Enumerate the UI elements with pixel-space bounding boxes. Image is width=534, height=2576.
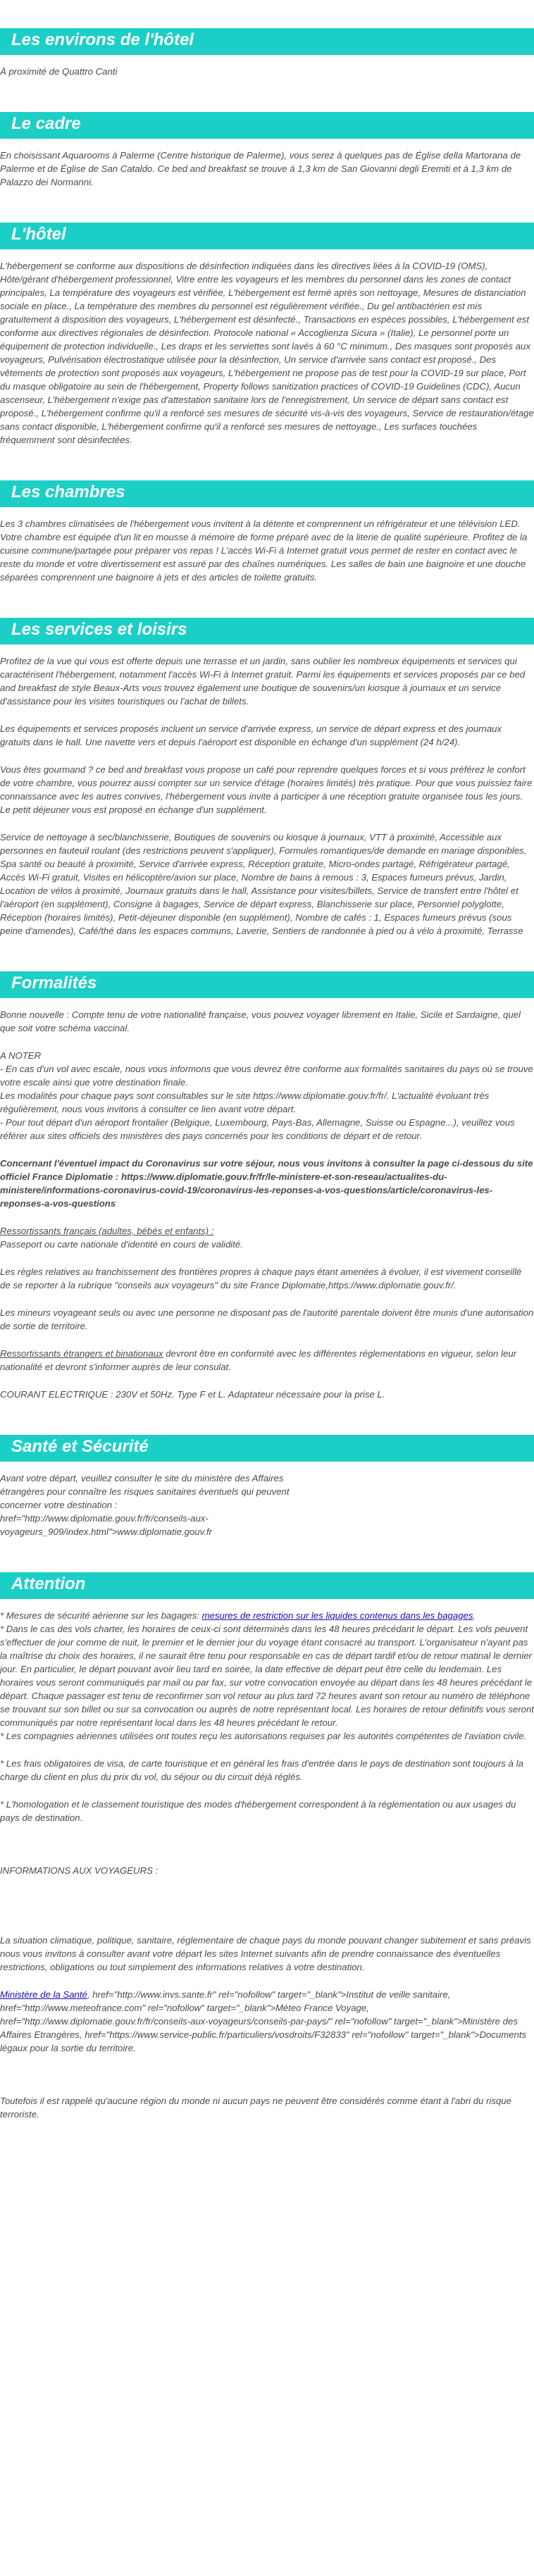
- section-header-formalites: [0, 971, 534, 998]
- liquids-restriction-link[interactable]: mesures de restriction sur les liquides contenus dans les bagages: [201, 1610, 473, 1621]
- services-text-4: Service de nettoyage à sec/blanchisserie, Boutiques de souvenirs ou kiosque à journaux, VTT à proximité, Accessible aux personnes en fauteuil roulant (des restrictions peuvent s'appliquer), Formules romantiques/de demande en mariage disponibles, Spa santé ou beauté à proximité, Service d'arrivée express, Réception gratuite, Micro-ondes partagé, Réfrigérateur partagé, Accès Wi-Fi gratuit, Visites en hélicoptère/avion sur place, Nombre de bains à remous : 3, Espaces fumeurs prévus, Jardin, Location de vélos à proximité, Journaux gratuits dans le hall, Assistance pour visites/billets, Service de transfert entre l'hôtel et l'aéroport (en supplément), Consigne à bagages, Service de départ express, Blanchisserie sur place, Personnel polyglotte, Réception (horaires limités), Petit-déjeuner disponible (en supplément), Nombre de cafés : 1, Espaces fumeurs prévus (sous peine d'amendes), Café/thé dans les espaces communs, Laverie, Sentiers de randonnée à pied ou à vélo à proximité, Terrasse: [0, 832, 527, 936]
- section-formalites: [0, 971, 534, 1401]
- section-header-services: [0, 618, 534, 645]
- section-header-chambres: [0, 480, 534, 507]
- formalites-french-nationals-text: Passeport ou carte nationale d'identité en cours de validité.: [0, 1239, 243, 1250]
- chambres-text: Les 3 chambres climatisées de l'hébergement vous invitent à la détente et comprennent un réfrigérateur et une télévision LED. Votre chambre est équipée d'un lit en mousse à mémoire de forme préparé avec de la literie de qualité supérieure. Profitez de la cuisine commune/partagée pour préparer vos repas ! L'accès Wi-Fi à Internet gratuit vous permet de rester en contact avec le reste du monde et votre divertissement est assuré par des chaînes numériques. Les salles de bain une baignoire et une douche séparées comprennent une baignoire à jets et des articles de toilette gratuits.: [0, 518, 528, 583]
- section-title-chambres: Les chambres: [11, 483, 125, 502]
- attention-airlines: * Les compagnies aériennes utilisées ont toutes reçu les autorisations requises par les autorités compétentes de l'aviation civile.: [0, 1731, 527, 1741]
- formalites-french-nationals: [0, 1224, 534, 1251]
- section-header-environs: [0, 28, 534, 55]
- section-header-attention: [0, 1572, 534, 1599]
- environs-text: À proximité de Quattro Canti: [0, 66, 118, 77]
- formalites-text-8: Les mineurs voyageant seuls ou avec une personne ne disposant pas de l'autorité parentale doivent être munis d'une autorisation de sortie de territoire.: [0, 1307, 534, 1331]
- attention-luggage-pre: * Mesures de sécurité aérienne sur les bagages:: [0, 1610, 202, 1621]
- formalites-text-3: Les modalités pour chaque pays sont consultables sur le site https://www.diplomatie.gouv.fr/fr/. L'actualité évoluant très régulièrement, nous vous invitons à consulter ce lien avant votre départ.: [0, 1090, 490, 1114]
- section-title-formalites: Formalités: [11, 973, 97, 993]
- attention-links: [0, 1988, 534, 2055]
- section-hotel: [0, 223, 534, 447]
- attention-charter: * Dans le cas des vols charter, les horaires de ceux-ci sont déterminés dans les 48 heures précédant le départ. Les vols peuvent s'effectuer de jour comme de nuit, le premier et le dernier jour du voyage étant consacré au transport. L'organisateur n'ayant pas la maîtrise du choix des horaires, il ne saurait être tenu pour responsable en cas de départ tardif et/ou de retour matinal le dernier jour. En particulier, le départ pouvant avoir lieu tard en soirée, la date effective de départ peut être celle du lendemain. Les horaires vous seront communiqués par mail ou par fax, sur votre convocation envoyée au départ dans les 48 heures précédant le départ. Chaque passager est tenu de reconfirmer son vol retour au plus tard 72 heures avant son retour au numéro de téléphone se trouvant sur son billet ou sur sa convocation ou auprès de notre représentant local. Les horaires de retour définitifs vous seront communiqués par notre représentant local dans les 48 heures précédant le retour.: [0, 1624, 534, 1728]
- attention-accommodation: * L'homologation et le classement touristique des modes d'hébergement correspondent à la réglementation ou aux usages du pays de destination.: [0, 1799, 516, 1823]
- section-title-hotel: L'hôtel: [11, 225, 66, 244]
- formalites-french-nationals-heading: Ressortissants français (adultes, bébés et enfants) :: [0, 1226, 214, 1236]
- sante-text: Avant votre départ, veuillez consulter le site du ministère des Affaires étrangères pour connaître les risques sanitaires éventuels qui peuvent concerner votre destination : href="http://www.diplomatie.gouv.fr/fr/conseils-aux-voyageurs_909/index.html">www.diplomatie.gouv.fr: [0, 1473, 290, 1537]
- attention-terrorism: Toutefois il est rappelé qu'aucune région du monde ni aucun pays ne peuvent être considérés comme étant à l'abri du risque terroriste.: [0, 2096, 511, 2120]
- ministere-sante-link[interactable]: Ministère de la Santé: [0, 1989, 87, 2000]
- attention-situation: La situation climatique, politique, sanitaire, réglementaire de chaque pays du monde pouvant changer subitement et sans préavis nous vous invitons à consulter avant votre départ les sites Internet suivants afin de prendre connaissance des éventuelles restrictions, obligations ou tout simplement des informations relatives à votre destination.: [0, 1935, 531, 1972]
- formalites-text-2: - En cas d'un vol avec escale, nous vous informons que vous devrez être conforme aux formalités sanitaires du pays où se trouve votre escale ainsi que votre destination finale.: [0, 1064, 533, 1088]
- section-title-cadre: Le cadre: [11, 114, 81, 133]
- section-header-hotel: [0, 223, 534, 249]
- page: [0, 28, 534, 2121]
- section-title-sante: Santé et Sécurité: [11, 1437, 149, 1456]
- section-title-environs: Les environs de l'hôtel: [11, 30, 194, 49]
- formalites-a-noter: A NOTER: [0, 1050, 42, 1061]
- formalites-coronavirus-note: Concernant l'éventuel impact du Coronavirus sur votre séjour, nous vous invitons à consulter la page ci-dessous du site officiel France Diplomatie : https://www.diplomatie.gouv.fr/fr/le-ministere-et-son-reseau/actualites-du-ministere/informations-coronavirus-covid-19/coronavirus-les-reponses-a-vos-questions/article/coronavirus-les-reponses-a-vos-questions: [0, 1158, 533, 1209]
- attention-visa-fees: * Les frais obligatoires de visa, de carte touristique et en général les frais d'entrée dans le pays de destination sont toujours à la charge du client en plus du prix du vol, du séjour ou du circuit déjà réglés.: [0, 1758, 523, 1782]
- section-header-cadre: [0, 112, 534, 139]
- attention-links-text: , href="http://www.invs.sante.fr" rel="nofollow" target="_blank">Institut de veille sanitaire, href="http://www.meteofrance.com" rel="nofollow" target="_blank">Méteo France Voyage, href="http://www.diplomatie.gouv.fr/fr/conseils-aux-voyageurs/conseils-par-pays/" rel="nofollow" target="_blank">Ministère des Affaires Etrangères, href="https://www.service-public.fr/particuliers/vosdroits/F32833" rel="nofollow" target="_blank">Documents légaux pour la sortie du territoire.: [0, 1989, 527, 2053]
- formalites-electric-current: COURANT ELECTRIQUE : 230V et 50Hz. Type F et L. Adaptateur nécessaire pour la prise L.: [0, 1389, 385, 1400]
- section-chambres: [0, 480, 534, 584]
- section-header-sante: [0, 1435, 534, 1462]
- services-text-2: Les équipements et services proposés incluent un service d'arrivée express, un service de départ express et des journaux gratuits dans le hall. Une navette vers et depuis l'aéroport est disponible en échange d'un supplément (24 h/24).: [0, 723, 502, 747]
- formalites-text-7: Les règles relatives au franchissement des frontières propres à chaque pays étant amenées à évoluer, il est vivement conseillé de se reporter à la rubrique "conseils aux voyageurs" du site France Diplomatie,https://www.diplomatie.gouv.fr/.: [0, 1267, 522, 1290]
- section-attention: [0, 1572, 534, 2121]
- section-services: [0, 618, 534, 938]
- formalites-text-1: Bonne nouvelle : Compte tenu de votre nationalité française, vous pouvez voyager librement en Italie, Sicile et Sardaigne, quel que soit votre schéma vaccinal.: [0, 1009, 521, 1033]
- services-text-3: Vous êtes gourmand ? ce bed and breakfast vous propose un café pour reprendre quelques forces et si vous préférez le confort de votre chambre, vous pourrez aussi compter sur un service d'étage (horaires limités) très pratique. Pour que vous puissiez faire connaissance avec les autres convives, l'hébergement vous invite à participer à une réception gratuite organisée tous les jours. Le petit déjeuner vous est proposé en échange d'un supplément.: [0, 764, 533, 815]
- services-text-1: Profitez de la vue qui vous est offerte depuis une terrasse et un jardin, sans oublier les nombreux équipements et services qui caractérisent l'hébergement, notamment l'accès Wi-Fi à Internet gratuit. Parmi les équipements et services proposés par ce bed and breakfast de style Beaux-Arts vous trouvez également une boutique de souvenirs/un kiosque à journaux et un service d'assistance pour les visites touristiques ou l'achat de billets.: [0, 656, 526, 707]
- formalites-text-4: - Pour tout départ d'un aéroport frontalier (Belgique, Luxembourg, Pays-Bas, Allemagne, Suisse ou Espagne...), veuillez vous référer aux sites officiels des ministères des pays concernés pour les conditions de départ et de retour.: [0, 1117, 515, 1141]
- hotel-text: L'hébergement se conforme aux dispositions de désinfection indiquées dans les directives liées à la COVID-19 (OMS), Hôte/gérant d'hébergement professionnel, Vitre entre les voyageurs et les membres du personnel dans les zones de contact principales, La température des voyageurs est vérifiée, L'hébergement est fermé après son nettoyage, Mesures de distanciation sociale en place., La température des membres du personnel est régulièrement vérifiée., Du gel antibactérien est mis gratuitement à disposition des voyageurs, L'hébergement est désinfecté., Transactions en espèces possibles, L'hébergement est conforme aux directives régionales de désinfection. Protocole national « Accoglienza Sicura » (Italie), Le personnel porte un équipement de protection individuelle., Les draps et les serviettes sont lavés à 60 °C minimum., Des masques sont proposés aux voyageurs, Pulvérisation électrostatique utilisée pour la désinfection, Un service d'arrivée sans contact est proposé., Des vêtements de protection sont proposés aux voyageurs, L'hébergement ne propose pas de test pour la COVID-19 sur place, Port du masque obligatoire au sein de l'hébergement, Property follows sanitization practices of COVID-19 Guidelines (CDC), Aucun ascenseur, L'hébergement n'exige pas d'attestation sanitaire lors de l'enregistrement, Un service de départ sans contact est proposé., L'hébergement confirme qu'il a renforcé ses mesures de sécurité vis-à-vis des voyageurs, Service de restauration/étage sans contact disponible, L'hébergement confirme qu'il a renforcé ses mesures de nettoyage., Les surfaces touchées fréquemment sont désinfectées.: [0, 261, 534, 445]
- formalites-foreign-nationals-text: devront être en conformité avec les différentes réglementations en vigueur, selon leur nationalité et devront s'informer auprès de leur consulat.: [0, 1348, 517, 1372]
- section-environs: [0, 28, 534, 78]
- section-cadre: [0, 112, 534, 189]
- attention-luggage: [0, 1609, 534, 1622]
- formalites-foreign-nationals-heading: Ressortissants étrangers et binationaux: [0, 1348, 163, 1359]
- attention-luggage-post: .: [473, 1610, 476, 1621]
- section-sante: [0, 1435, 534, 1538]
- cadre-text: En choisissant Aquarooms à Palerme (Centre historique de Palerme), vous serez à quelques pas de Église della Martorana de Palerme et de Église de San Cataldo. Ce bed and breakfast se trouve à 1,3 km de San Giovanni degli Eremiti et à 1,3 km de Palazzo dei Normanni.: [0, 150, 521, 187]
- attention-info-heading: INFORMATIONS AUX VOYAGEURS :: [0, 1865, 159, 1876]
- section-title-services: Les services et loisirs: [11, 620, 187, 639]
- formalites-foreign-nationals: [0, 1347, 534, 1374]
- section-title-attention: Attention: [11, 1574, 86, 1593]
